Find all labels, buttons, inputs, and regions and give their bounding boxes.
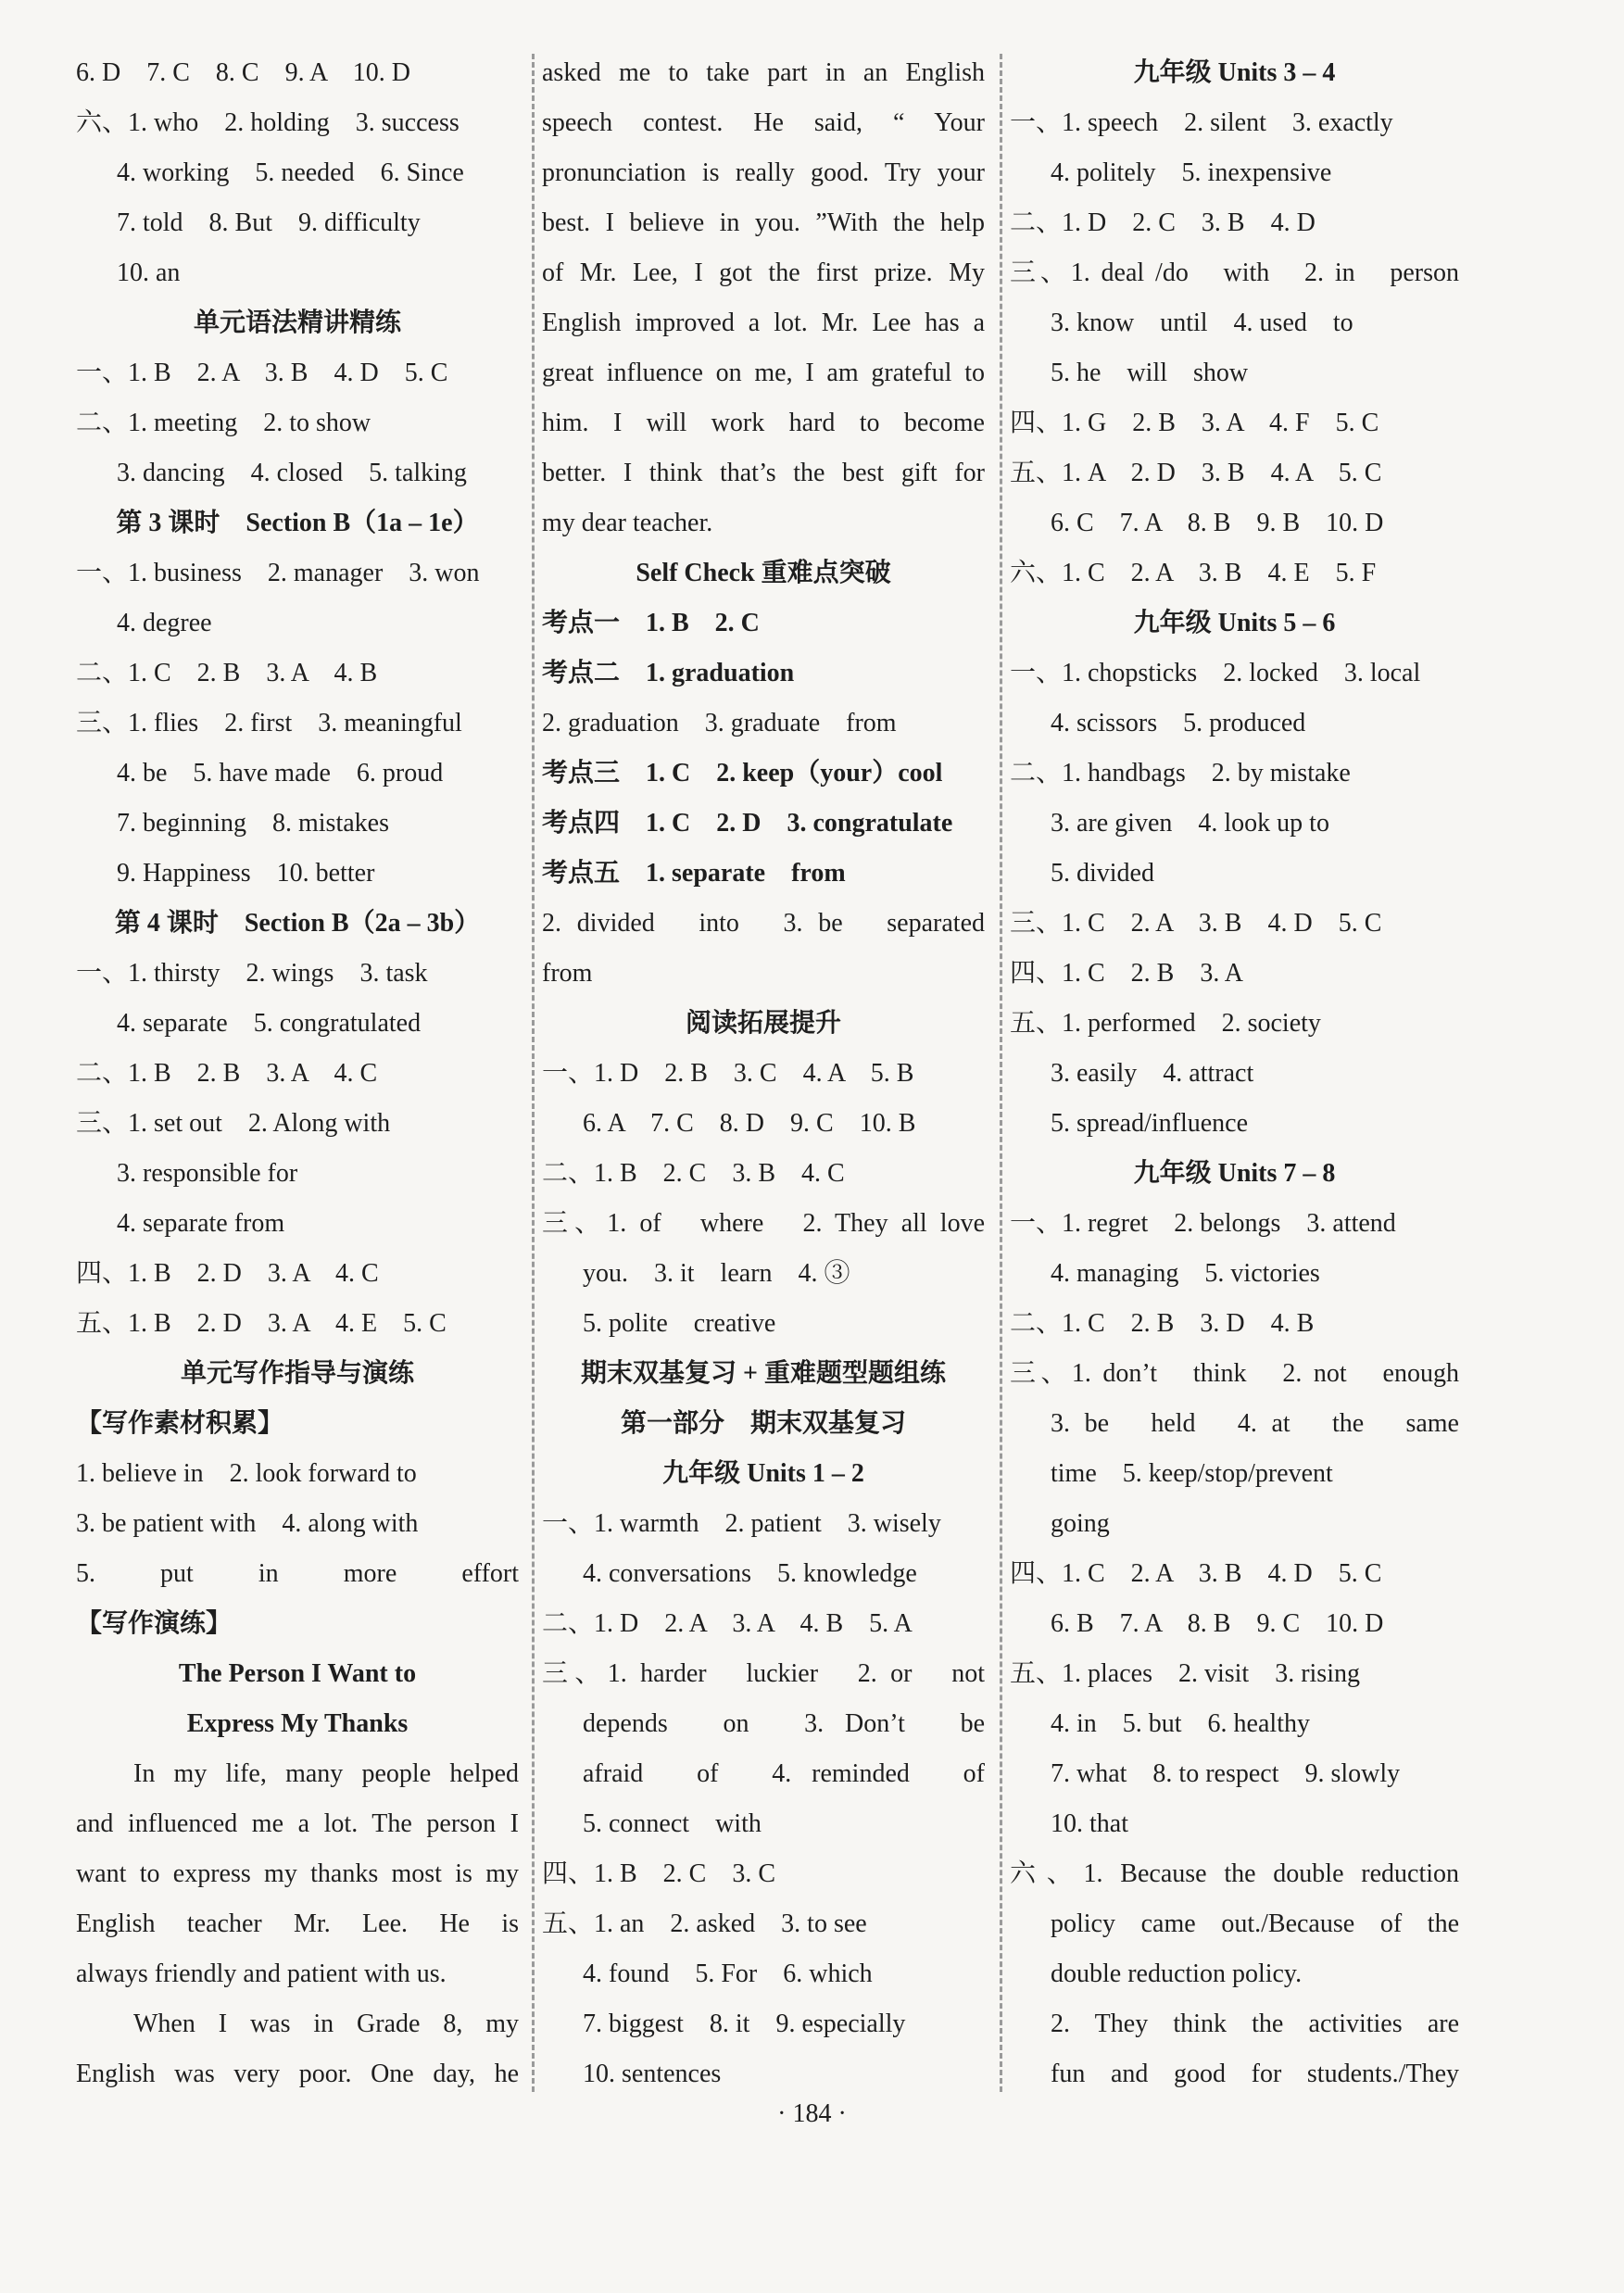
answer-line: 3. know until 4. used to [1051, 309, 1353, 337]
answer-line: 5. spread/influence [1051, 1109, 1249, 1138]
text-line: of Mr. Lee, I got the first prize. My [542, 258, 985, 287]
section-heading: Express My Thanks [186, 1709, 409, 1738]
text-line: speech contest. He said, “ Your [542, 108, 985, 137]
answer-column-2 [542, 48, 985, 2099]
answer-line: 6. D 7. C 8. C 9. A 10. D [76, 58, 410, 87]
answer-line: 五、1. an 2. asked 3. to see [542, 1909, 867, 1938]
page-number: · 184 · [777, 2099, 847, 2128]
column-divider [1000, 54, 1002, 2092]
answer-line: 五、1. performed 2. society [1010, 1009, 1321, 1038]
text-line: best. I believe in you. ”With the help [542, 208, 985, 237]
text-line: depends on 3. Don’t be [583, 1709, 985, 1738]
answer-line: 3. easily 4. attract [1051, 1059, 1254, 1088]
answer-line: from [542, 959, 593, 988]
answer-line: 5. polite creative [583, 1309, 776, 1338]
text-line: 2. They think the activities are [1051, 2010, 1459, 2038]
text-line: better. I think that’s the best gift for [542, 459, 985, 487]
answer-line: going [1051, 1509, 1110, 1538]
section-heading: 阅读拓展提升 [685, 1009, 841, 1038]
answer-line: 【写作素材积累】 [76, 1409, 284, 1438]
answer-line: 六、1. C 2. A 3. B 4. E 5. F [1010, 559, 1377, 587]
column-divider [532, 54, 535, 2092]
answer-line: 4. scissors 5. produced [1051, 709, 1306, 737]
answer-line: 二、1. handbags 2. by mistake [1010, 759, 1351, 787]
section-heading: 期末双基复习 + 重难题型题组练 [581, 1359, 946, 1388]
text-line: English was very poor. One day, he [76, 2060, 519, 2088]
answer-line: 二、1. C 2. B 3. D 4. B [1010, 1309, 1315, 1338]
text-line: 2. divided into 3. be separated [542, 909, 985, 938]
answer-line: 一、1. regret 2. belongs 3. attend [1010, 1209, 1396, 1238]
answer-line: double reduction policy. [1051, 1959, 1303, 1988]
text-line: him. I will work hard to become [542, 409, 985, 437]
answer-line: 二、1. B 2. C 3. B 4. C [542, 1159, 845, 1188]
text-line: and influenced me a lot. The person I [76, 1809, 519, 1838]
answer-line: 4. in 5. but 6. healthy [1051, 1709, 1310, 1738]
answer-line: 10. that [1051, 1809, 1128, 1838]
section-heading: 九年级 Units 7 – 8 [1133, 1159, 1336, 1188]
text-line: asked me to take part in an English [542, 58, 985, 87]
text-line: When I was in Grade 8, my [133, 2010, 519, 2038]
answer-line: 一、1. speech 2. silent 3. exactly [1010, 108, 1393, 137]
answer-line: 7. biggest 8. it 9. especially [583, 2010, 906, 2038]
answer-line: 6. B 7. A 8. B 9. C 10. D [1051, 1609, 1384, 1638]
answer-line: 三、1. flies 2. first 3. meaningful [76, 709, 462, 737]
text-line: 三、1. deal /do with 2. in person [1010, 258, 1459, 287]
answer-line: 6. A 7. C 8. D 9. C 10. B [583, 1109, 916, 1138]
answer-line: 考点二 1. graduation [542, 659, 795, 687]
text-line: English improved a lot. Mr. Lee has a [542, 309, 985, 337]
answer-line: 考点四 1. C 2. D 3. congratulate [542, 809, 953, 838]
section-heading: 九年级 Units 3 – 4 [1133, 58, 1336, 87]
answer-line: 3. be patient with 4. along with [76, 1509, 419, 1538]
answer-line: 二、1. meeting 2. to show [76, 409, 371, 437]
answer-line: 五、1. places 2. visit 3. rising [1010, 1659, 1360, 1688]
answer-line: 4. found 5. For 6. which [583, 1959, 873, 1988]
answer-line: 7. what 8. to respect 9. slowly [1051, 1759, 1401, 1788]
text-line: fun and good for students./They [1051, 2060, 1459, 2088]
section-heading: 第 4 课时 Section B（2a – 3b） [114, 909, 481, 938]
answer-line: 一、1. warmth 2. patient 3. wisely [542, 1509, 941, 1538]
section-heading: Self Check 重难点突破 [636, 559, 891, 587]
answer-line: 10. an [117, 258, 181, 287]
answer-line: 四、1. G 2. B 3. A 4. F 5. C [1010, 409, 1379, 437]
text-line: 三、1. of where 2. They all love [542, 1209, 985, 1238]
answer-line: 10. sentences [583, 2060, 722, 2088]
answer-line: 4. working 5. needed 6. Since [117, 158, 464, 187]
answer-line: 2. graduation 3. graduate from [542, 709, 897, 737]
answer-line: 6. C 7. A 8. B 9. B 10. D [1051, 509, 1384, 537]
answer-line: 五、1. B 2. D 3. A 4. E 5. C [76, 1309, 447, 1338]
answer-line: 二、1. D 2. A 3. A 4. B 5. A [542, 1609, 913, 1638]
section-heading: 单元写作指导与演练 [180, 1359, 414, 1388]
section-heading: 第 3 课时 Section B（1a – 1e） [116, 509, 479, 537]
text-line: 5. put in more effort [76, 1559, 519, 1588]
answer-line: 五、1. A 2. D 3. B 4. A 5. C [1010, 459, 1382, 487]
answer-line: time 5. keep/stop/prevent [1051, 1459, 1333, 1488]
answer-line: 4. separate from [117, 1209, 285, 1238]
answer-line: 4. managing 5. victories [1051, 1259, 1320, 1288]
text-line: 3. be held 4. at the same [1051, 1409, 1459, 1438]
answer-line: 四、1. B 2. C 3. C [542, 1859, 776, 1888]
answer-line: 一、1. D 2. B 3. C 4. A 5. B [542, 1059, 914, 1088]
answer-line: 【写作演练】 [76, 1609, 233, 1638]
answer-line: 5. divided [1051, 859, 1154, 888]
answer-line: 9. Happiness 10. better [117, 859, 375, 888]
text-line: always friendly and patient with us. [76, 1959, 447, 1988]
answer-line: 1. believe in 2. look forward to [76, 1459, 417, 1488]
answer-line: 7. told 8. But 9. difficulty [117, 208, 421, 237]
answer-line: 一、1. business 2. manager 3. won [76, 559, 480, 587]
answer-line: 4. politely 5. inexpensive [1051, 158, 1332, 187]
answer-line: 7. beginning 8. mistakes [117, 809, 389, 838]
answer-line: 四、1. B 2. D 3. A 4. C [76, 1259, 379, 1288]
answer-line: you. 3. it learn 4. ③ [583, 1259, 850, 1288]
answer-line: 一、1. B 2. A 3. B 4. D 5. C [76, 359, 448, 387]
answer-line: 一、1. chopsticks 2. locked 3. local [1010, 659, 1421, 687]
answer-line: 三、1. set out 2. Along with [76, 1109, 391, 1138]
answer-column-3 [1010, 48, 1459, 2099]
answer-line: 四、1. C 2. B 3. A [1010, 959, 1244, 988]
text-line: English teacher Mr. Lee. He is [76, 1909, 519, 1938]
section-heading: 九年级 Units 5 – 6 [1133, 609, 1336, 637]
section-heading: The Person I Want to [178, 1659, 417, 1688]
answer-column-1 [76, 48, 519, 2099]
answer-line: 一、1. thirsty 2. wings 3. task [76, 959, 428, 988]
answer-line: 四、1. C 2. A 3. B 4. D 5. C [1010, 1559, 1382, 1588]
answer-line: 4. degree [117, 609, 212, 637]
text-line: 六、1. Because the double reduction [1010, 1859, 1459, 1888]
answer-line: 六、1. who 2. holding 3. success [76, 108, 460, 137]
answer-line: 3. dancing 4. closed 5. talking [117, 459, 467, 487]
text-line: In my life, many people helped [133, 1759, 519, 1788]
answer-line: 4. be 5. have made 6. proud [117, 759, 444, 787]
section-heading: 九年级 Units 1 – 2 [662, 1459, 864, 1488]
text-line: 三、1. harder luckier 2. or not [542, 1659, 985, 1688]
text-line: policy came out./Because of the [1051, 1909, 1459, 1938]
answer-line: 3. are given 4. look up to [1051, 809, 1329, 838]
answer-line: 5. he will show [1051, 359, 1249, 387]
answer-line: 5. connect with [583, 1809, 762, 1838]
answer-line: 考点一 1. B 2. C [542, 609, 760, 637]
answer-line: 3. responsible for [117, 1159, 298, 1188]
section-heading: 第一部分 期末双基复习 [620, 1409, 906, 1438]
answer-line: 考点三 1. C 2. keep（your）cool [542, 759, 943, 787]
answer-line: 4. conversations 5. knowledge [583, 1559, 917, 1588]
text-line: pronunciation is really good. Try your [542, 158, 985, 187]
answer-line: 二、1. B 2. B 3. A 4. C [76, 1059, 378, 1088]
text-line: 三、1. don’t think 2. not enough [1010, 1359, 1459, 1388]
answer-line: 考点五 1. separate from [542, 859, 846, 888]
text-line: afraid of 4. reminded of [583, 1759, 985, 1788]
text-line: want to express my thanks most is my [76, 1859, 519, 1888]
answer-line: 4. separate 5. congratulated [117, 1009, 422, 1038]
answer-line: 二、1. C 2. B 3. A 4. B [76, 659, 378, 687]
answer-line: 三、1. C 2. A 3. B 4. D 5. C [1010, 909, 1382, 938]
section-heading: 单元语法精讲精练 [193, 309, 401, 337]
answer-line: 二、1. D 2. C 3. B 4. D [1010, 208, 1316, 237]
text-line: great influence on me, I am grateful to [542, 359, 985, 387]
answer-line: my dear teacher. [542, 509, 713, 537]
